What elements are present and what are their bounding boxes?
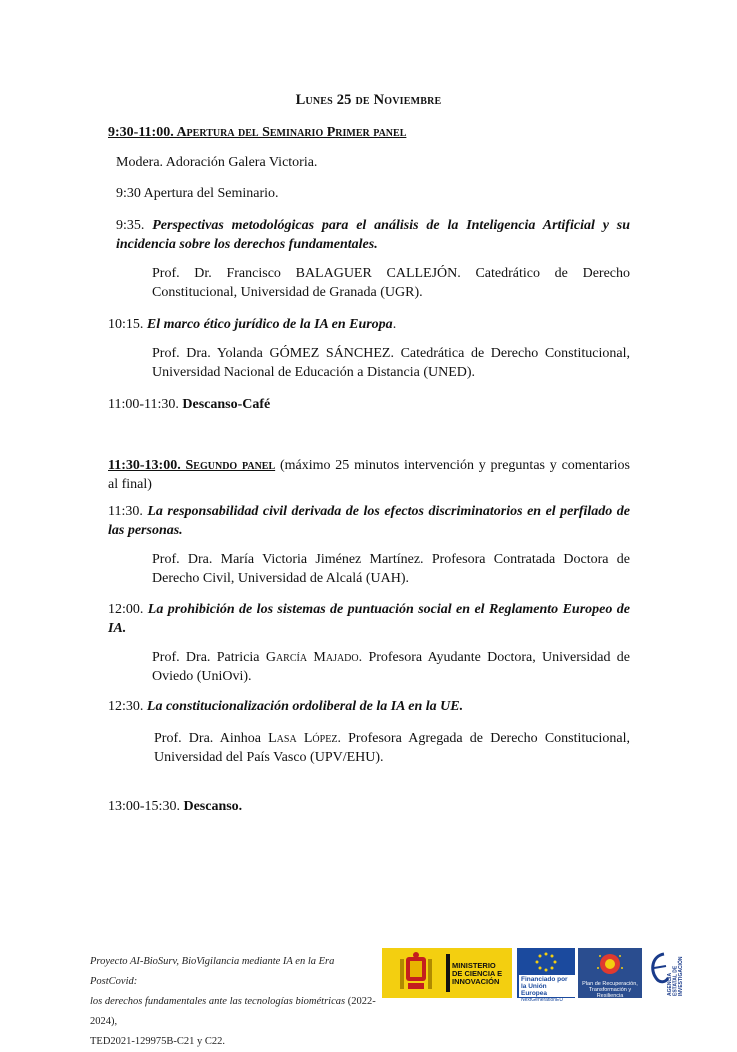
panel2-talk2 — [108, 600, 630, 638]
panel2-break — [108, 797, 630, 816]
speaker-prefix: Prof. Dra. Ainhoa — [154, 731, 269, 746]
panel1-moderator: Modera. Adoración Galera Victoria. — [116, 155, 318, 170]
talk-title: Perspectivas metodológicas para el análisis de la Inteligencia Artificial y su incidencia sobre los derechos fundamentales. — [116, 218, 631, 252]
panel1-talk1-speaker: Prof. Dr. Francisco BALAGUER CALLEJÓN. Catedrático de Derecho Constitucional, Universidad de Granada (UGR). — [152, 266, 630, 300]
ministerio-label: MINISTERIO DE CIENCIA E INNOVACIÓN — [452, 961, 503, 986]
panel2-talk1 — [108, 502, 630, 540]
speaker-prefix: Prof. Dra. Patricia — [152, 650, 266, 665]
talk-time: 12:00. — [108, 602, 144, 617]
speaker-surname: García Majado — [265, 650, 359, 665]
talk-time: 9:35. — [116, 218, 145, 233]
panel1-header: 9:30-11:00. Apertura del Seminario Primer panel — [108, 125, 407, 140]
talk-time: 11:30. — [108, 504, 143, 519]
eu-stars-icon — [517, 949, 575, 975]
coat-of-arms-icon — [398, 951, 434, 995]
panel2-header-label: 11:30-13:00. Segundo panel — [108, 458, 276, 473]
footer-project — [90, 952, 380, 1052]
panel2-header — [108, 456, 630, 494]
ministerio-logo — [382, 948, 512, 998]
break-label: Descanso-Café — [182, 397, 271, 412]
panel1-talk2 — [108, 315, 630, 334]
talk-title-suffix: . — [392, 317, 397, 332]
break-label: Descanso. — [183, 799, 243, 814]
eu-line3: NextGenerationEU — [521, 997, 563, 1003]
prtr-emblem-icon — [578, 950, 642, 980]
speaker-rest: . Profesora Agregada de Derecho Constitucional, Universidad del País Vasco (UPV/EHU). — [154, 731, 630, 765]
talk-time: 12:30. — [108, 699, 144, 714]
speaker-rest: . Profesora Ayudante Doctora, Universidad de Oviedo (UniOvi). — [152, 650, 631, 684]
panel2-talk3-speaker — [154, 729, 630, 767]
break-time: 11:00-11:30. — [108, 397, 179, 412]
page-title: Lunes 25 de Noviembre — [295, 92, 442, 108]
panel1-talk2-speaker: Prof. Dra. Yolanda GÓMEZ SÁNCHEZ. Catedrática de Derecho Constitucional, Universidad Nacional de Educación a Distancia (UNED). — [152, 346, 630, 380]
talk-title: La constitucionalización ordoliberal de la IA en la UE. — [146, 699, 464, 714]
panel1-talk1 — [116, 216, 630, 254]
break-time: 13:00-15:30. — [108, 799, 180, 814]
footer-line3: TED2021-129975B-C21 y C22. — [90, 1036, 226, 1047]
panel2-talk1-speaker: Prof. Dra. María Victoria Jiménez Martínez. Profesora Contratada Doctora de Derecho Civil, Universidad de Alcalá (UAH). — [152, 552, 630, 586]
talk-time: 10:15. — [108, 317, 144, 332]
panel2-header-note: (máximo 25 minutos intervención y preguntas y comentarios al final) — [108, 458, 630, 492]
talk-title: El marco ético jurídico de la IA en Europa — [146, 317, 393, 332]
footer-line2: los derechos fundamentales ante las tecnologías biométricas (2022-2024), — [90, 996, 376, 1027]
panel1-break — [108, 395, 630, 414]
eu-logo — [517, 948, 575, 1003]
talk-title: La prohibición de los sistemas de puntuación social en el Reglamento Europeo de IA. — [108, 602, 630, 636]
panel2-talk3 — [108, 697, 630, 716]
eu-line2: la Unión Europea — [521, 983, 548, 997]
prtr-label: Plan de Recuperación, Transformación y Resiliencia — [582, 981, 638, 999]
speaker-surname: Lasa López — [268, 731, 338, 746]
aei-label: AGENCIA ESTATAL DE INVESTIGACIÓN — [667, 956, 684, 996]
eu-line1: Financiado por — [521, 976, 568, 983]
aei-logo — [646, 948, 686, 998]
talk-title: La responsabilidad civil derivada de los efectos discriminatorios en el perfilado de las personas. — [108, 504, 630, 538]
prtr-logo — [578, 948, 642, 998]
footer-line1: Proyecto AI-BioSurv, BioVigilancia mediante IA en la Era PostCovid: — [90, 956, 335, 987]
panel1-opening: 9:30 Apertura del Seminario. — [116, 186, 279, 201]
panel2-talk2-speaker — [152, 648, 630, 686]
